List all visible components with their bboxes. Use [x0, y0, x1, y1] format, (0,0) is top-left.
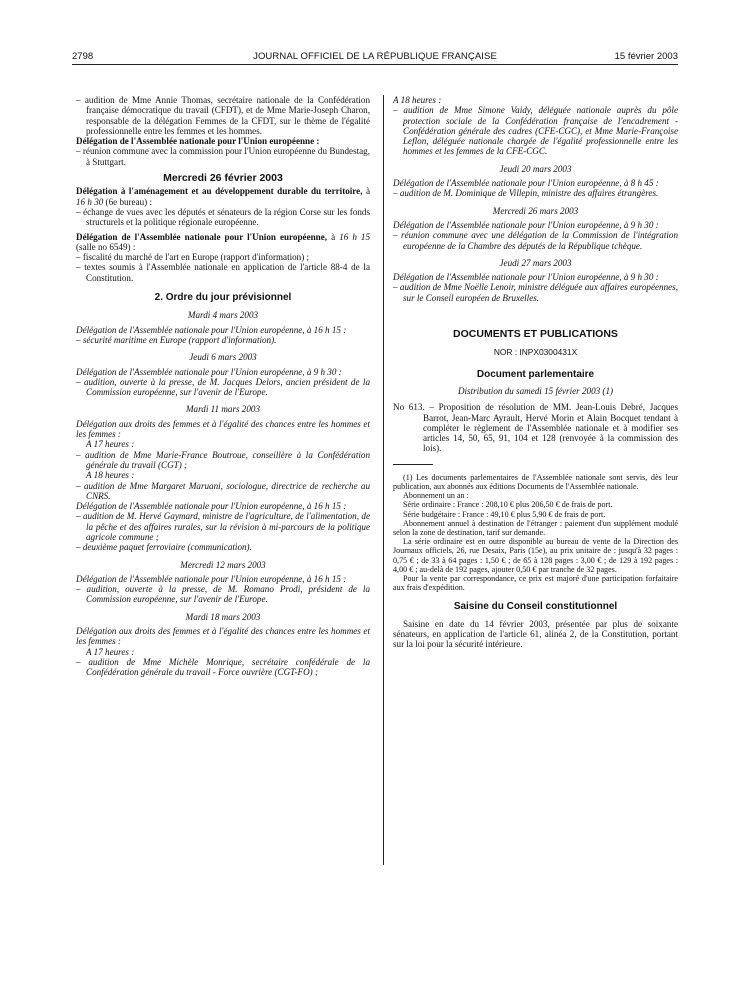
paragraph: – audition, ouverte à la presse, de M. Romano Prodi, président de la Commission européenne, sur l'avenir de l'Europe. [76, 584, 370, 605]
paragraph: A 17 heures : [86, 646, 135, 657]
paragraph: Délégation aux droits des femmes et à l'égalité des chances entre les hommes et les femmes : [76, 418, 370, 440]
paragraph: Délégation de l'Assemblée nationale pour l'Union européenne, à 9 h 30 : [393, 272, 659, 283]
footnote-text: Série budgétaire : France : 49,10 € plus 5,90 € de frais de port. [403, 509, 606, 519]
paragraph: Délégation de l'Assemblée nationale pour l'Union européenne, à 9 h 30 : [76, 366, 342, 377]
date-heading: Mercredi 26 février 2003 [163, 172, 283, 185]
paragraph: – audition de Mme Michèle Monrique, secrétaire confédérale de la Confédération générale du travail - Force ouvrière (CGT-FO) ; [76, 656, 370, 678]
nor-reference: NOR : INPX0300431X [493, 347, 578, 358]
paragraph: – audition de Mme Marie-France Boutroue, conseillère à la Confédération générale du travail (CGT) ; [76, 449, 370, 470]
paragraph: – audition de M. Dominique de Villepin, ministre des affaires étrangères. [393, 188, 659, 199]
footnote-text: La série ordinaire est en outre disponible au bureau de vente de la Direction des Journaux officiels, 26, rue Desaix, Paris (15e), au prix unitaire de : jusqu'à 32 pages : 0,75 € ; de 33 à 64 pages : 1,50 € ; de 65 à 128 pages : 3,00 € ; de 129 à 192 pages : 4,00 € ; au-delà de 192 pages, ajouter 0,50 € par tranche de 32 pages. [393, 537, 678, 574]
paragraph: – audition de Mme Noëlle Lenoir, ministre déléguée aux affaires européennes, sur le Conseil européen de Bruxelles. [393, 282, 678, 303]
paragraph: Délégation de l'Assemblée nationale pour l'Union européenne, à 16 h 15 : [76, 573, 347, 584]
paragraph: – textes soumis à l'Assemblée nationale en application de l'article 88-4 de la Constitution. [76, 262, 370, 283]
paragraph: – réunion commune avec la commission pour l'Union européenne du Bundestag, à Stuttgart. [76, 146, 370, 167]
paragraph: Délégation de l'Assemblée nationale pour l'Union européenne, à 16 h 15 : [76, 324, 347, 335]
date-heading: Jeudi 6 mars 2003 [189, 352, 257, 363]
paragraph: Délégation à l'aménagement et au développement durable du territoire, à 16 h 30 (6e bureau) : [76, 186, 370, 207]
date-heading: Mercredi 26 mars 2003 [492, 205, 579, 216]
footnote-text: (1) Les documents parlementaires de l'Assemblée nationale sont servis, dès leur publication, aux abonnés aux éditions Documents de l'Assemblée nationale. [393, 472, 678, 491]
right-column [393, 95, 678, 650]
section-title: DOCUMENTS ET PUBLICATIONS [453, 328, 618, 341]
header-rule [72, 64, 678, 65]
footnote-text: Abonnement un an : [403, 491, 469, 501]
paragraph: – fiscalité du marché de l'art en Europe (rapport d'information) ; [76, 252, 310, 263]
date-heading: Mercredi 12 mars 2003 [180, 559, 266, 570]
paragraph: Délégation de l'Assemblée nationale pour l'Union européenne : [76, 136, 320, 147]
paragraph: – sécurité maritime en Europe (rapport d'information). [76, 334, 277, 345]
journal-title: JOURNAL OFFICIEL DE LA RÉPUBLIQUE FRANÇAISE [253, 51, 497, 62]
date-heading: Jeudi 20 mars 2003 [499, 163, 572, 174]
footnote-text: Pour la vente par correspondance, ce prix est majoré d'une participation forfaitaire aux frais d'expédition. [393, 573, 678, 593]
paragraph: – audition de Mme Margaret Maruani, sociologue, directrice de recherche au CNRS. [76, 480, 370, 501]
paragraph: – audition de M. Hervé Gaymard, ministre de l'agriculture, de l'alimentation, de la pêche et des affaires rurales, sur la révision à mi-parcours de la politique agricole commune ; [76, 511, 370, 542]
issue-date: 15 février 2003 [614, 51, 678, 62]
date-heading: Mardi 4 mars 2003 [187, 310, 259, 321]
date-heading: Mardi 11 mars 2003 [185, 404, 260, 415]
footnote [393, 473, 678, 593]
document-entry: No 613. – Proposition de résolution de MM. Jean-Louis Debré, Jacques Barrot, Jean-Marc Ayrault, Hervé Morin et Alain Bocquet tendant à compléter le règlement de l'Assemblée nationale et à modifier ses articles 14, 50, 65, 91, 104 et 128 (renvoyée à la commission des lois). [393, 402, 678, 454]
subsection-title: Saisine du Conseil constitutionnel [453, 601, 618, 613]
paragraph: – audition de Mme Annie Thomas, secrétaire nationale de la Confédération française démocratique du travail (CFDT), et de Mme Marie-Joseph Charon, responsable de la délégation Femmes de la CFDT, sur le thème de l'égalité professionnelle entre les femmes et les hommes. [76, 95, 370, 136]
paragraph: A 17 heures : [86, 439, 135, 450]
paragraph: Saisine en date du 14 février 2003, présentée par plus de soixante sénateurs, en application de l'article 61, alinéa 2, de la Constitution, portant sur la loi pour la sécurité intérieure. [393, 618, 678, 650]
distribution-line: Distribution du samedi 15 février 2003 (1) [457, 385, 614, 396]
date-heading: Mardi 18 mars 2003 [185, 611, 261, 622]
paragraph: Délégation de l'Assemblée nationale pour l'Union européenne, à 16 h 15 (salle no 6549) : [76, 231, 371, 252]
page-number: 2798 [72, 51, 94, 62]
paragraph: – deuxième paquet ferroviaire (communication). [76, 542, 252, 553]
paragraph: – réunion commune avec une délégation de la Commission de l'intégration européenne de la Chambre des députés de la République tchèque. [393, 230, 678, 251]
paragraph: – audition de Mme Simone Vaidy, déléguée nationale auprès du pôle protection sociale de la Confédération française de l'encadrement - Confédération générale des cadres (CFE-CGC), et Mme Marie-Françoise Leflon, déléguée nationale chargée de l'égalité professionnelle entre les hommes et les femmes de la CFE-CGC. [393, 105, 678, 157]
paragraph: Délégation de l'Assemblée nationale pour l'Union européenne, à 8 h 45 : [393, 178, 659, 189]
paragraph: Délégation aux droits des femmes et à l'égalité des chances entre les hommes et les femmes : [76, 626, 370, 647]
footnote-text: Série ordinaire : France : 208,10 € plus 206,50 € de frais de port. [403, 500, 613, 510]
date-heading: Jeudi 27 mars 2003 [499, 257, 572, 268]
subsection-title: Document parlementaire [476, 368, 595, 380]
paragraph: A 18 heures : [86, 470, 135, 481]
left-column [76, 95, 370, 678]
paragraph: – échange de vues avec les députés et sénateurs de la région Corse sur les fonds structurels et la politique régionale européenne. [76, 206, 370, 228]
paragraph: – audition, ouverte à la presse, de M. Jacques Delors, ancien président de la Commission européenne, sur l'avenir de l'Europe. [76, 376, 370, 398]
footnote-text: Abonnement annuel à destination de l'étranger : paiement d'un supplément modulé selon la zone de destination, tarif sur demande. [393, 518, 678, 537]
column-divider [383, 95, 384, 865]
paragraph: Délégation de l'Assemblée nationale pour l'Union européenne, à 9 h 30 : [393, 219, 659, 230]
section-heading: 2. Ordre du jour prévisionnel [154, 292, 292, 304]
footnote-rule [393, 464, 433, 465]
paragraph: A 18 heures : [393, 95, 442, 105]
paragraph: Délégation de l'Assemblée nationale pour l'Union européenne, à 16 h 15 : [76, 501, 347, 512]
